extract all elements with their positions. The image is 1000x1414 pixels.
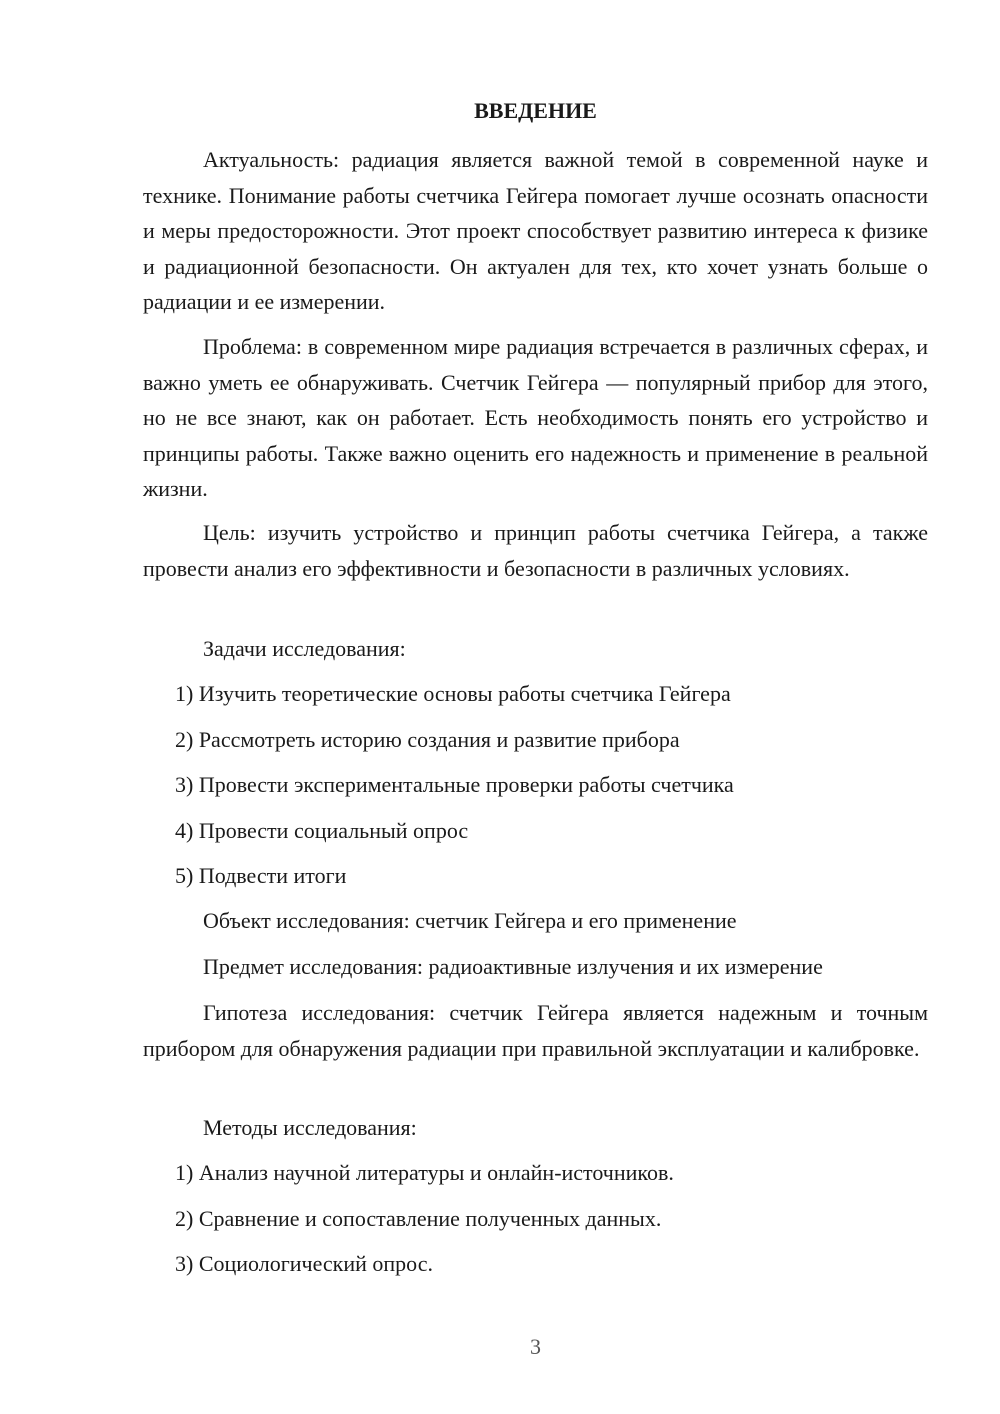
- methods-title: Методы исследования:: [203, 1115, 417, 1140]
- research-subject: Предмет исследования: радиоактивные излучения и их измерение: [203, 954, 823, 979]
- task-item-5: 5) Подвести итоги: [175, 863, 347, 888]
- research-object: Объект исследования: счетчик Гейгера и его применение: [203, 908, 737, 933]
- task-item-2: 2) Рассмотреть историю создания и развитие прибора: [175, 727, 680, 752]
- method-item-2: 2) Сравнение и сопоставление полученных данных.: [175, 1206, 662, 1231]
- goal-paragraph: Цель: изучить устройство и принцип работы счетчика Гейгера, а также провести анализ его эффективности и безопасности в различных условиях.: [143, 520, 928, 581]
- task-item-1: 1) Изучить теоретические основы работы счетчика Гейгера: [175, 681, 731, 706]
- hypothesis-paragraph: Гипотеза исследования: счетчик Гейгера является надежным и точным прибором для обнаружения радиации при правильной эксплуатации и калибровке.: [143, 1000, 928, 1061]
- document-page: [143, 0, 928, 1414]
- task-item-4: 4) Провести социальный опрос: [175, 818, 469, 843]
- method-item-3: 3) Социологический опрос.: [175, 1251, 433, 1276]
- page-number: 3: [530, 1334, 541, 1359]
- problem-paragraph: Проблема: в современном мире радиация встречается в различных сферах, и важно уметь ее обнаруживать. Счетчик Гейгера — популярный прибор для этого, но не все знают, как он работает. Есть необходимость понять его устройство и принципы работы. Также важно оценить его надежность и применение в реальной жизни.: [143, 334, 928, 501]
- task-item-3: 3) Провести экспериментальные проверки работы счетчика: [175, 772, 734, 797]
- relevance-paragraph: Актуальность: радиация является важной темой в современной науке и технике. Понимание работы счетчика Гейгера помогает лучше осознать опасности и меры предосторожности. Этот проект способствует развитию интереса к физике и радиационной безопасности. Он актуален для тех, кто хочет узнать больше о радиации и ее измерении.: [143, 147, 928, 314]
- section-heading: ВВЕДЕНИЕ: [474, 98, 597, 123]
- tasks-title: Задачи исследования:: [203, 636, 406, 661]
- method-item-1: 1) Анализ научной литературы и онлайн-источников.: [175, 1160, 674, 1185]
